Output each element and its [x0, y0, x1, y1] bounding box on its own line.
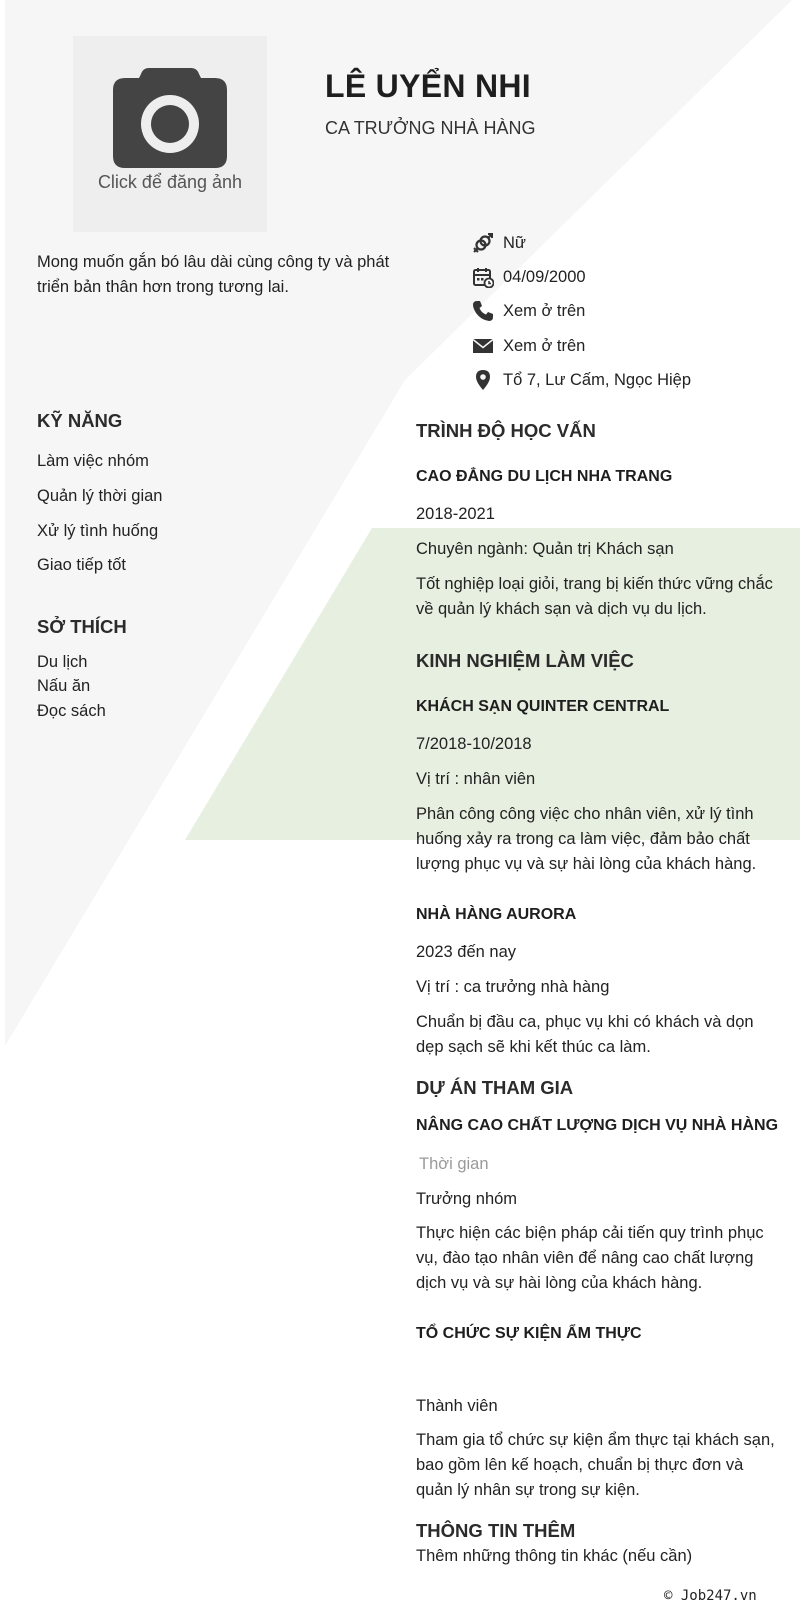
projects-heading: DỰ ÁN THAM GIA	[416, 1077, 574, 1098]
email-icon	[472, 335, 494, 357]
project-name: NÂNG CAO CHẤT LƯỢNG DỊCH VỤ NHÀ HÀNG	[416, 1117, 779, 1134]
footer-copyright: © Job247.vn	[664, 1588, 757, 1604]
project-description: Tham gia tổ chức sự kiện ẩm thực tại khách sạn, bao gồm lên kế hoạch, chuẩn bị thực đơn và quản lý nhân sự trong sự kiện.	[416, 1431, 775, 1499]
job-company: KHÁCH SẠN QUINTER CENTRAL	[416, 698, 670, 715]
email-value: Xem ở trên	[503, 337, 586, 355]
project-role: Trưởng nhóm	[416, 1190, 518, 1208]
project-description: Thực hiện các biện pháp cải tiến quy trình phục vụ, đào tạo nhân viên để nâng cao chất lượng dịch vụ và sự hài lòng của khách hàng.	[416, 1224, 764, 1292]
skill-item: Xử lý tình huống	[37, 522, 159, 540]
hobby-item: Nấu ăn	[37, 677, 91, 695]
education-major: Chuyên ngành: Quản trị Khách sạn	[416, 540, 674, 558]
experience-heading: KINH NGHIỆM LÀM VIỆC	[416, 650, 634, 671]
job-description: Phân công công việc cho nhân viên, xử lý tình huống xảy ra trong ca làm việc, đảm bảo chất lượng phục vụ và sự hài lòng của khách hàng.	[416, 805, 757, 873]
photo-upload[interactable]	[73, 36, 267, 232]
birthday-value: 04/09/2000	[503, 268, 586, 286]
gender-value: Nữ	[503, 234, 526, 252]
candidate-name: LÊ UYỂN NHI	[325, 68, 531, 104]
phone-value: Xem ở trên	[503, 302, 586, 320]
skill-item: Giao tiếp tốt	[37, 556, 126, 574]
education-description: Tốt nghiệp loại giỏi, trang bị kiến thức vững chắc về quản lý khách sạn và dịch vụ du lịch.	[416, 575, 773, 618]
skill-item: Quản lý thời gian	[37, 487, 163, 505]
gender-icon	[472, 232, 494, 254]
calendar-icon	[472, 266, 494, 288]
camera-icon	[111, 64, 229, 168]
career-objective: Mong muốn gắn bó lâu dài cùng công ty và phát triển bản thân hơn trong tương lai.	[37, 253, 390, 296]
job-position: Vị trí : ca trưởng nhà hàng	[416, 978, 610, 996]
job-position: Vị trí : nhân viên	[416, 770, 536, 788]
education-school: CAO ĐẲNG DU LỊCH NHA TRANG	[416, 468, 673, 485]
skills-heading: KỸ NĂNG	[37, 410, 123, 431]
additional-info-text: Thêm những thông tin khác (nếu cần)	[416, 1547, 693, 1565]
additional-info-heading: THÔNG TIN THÊM	[416, 1520, 576, 1541]
phone-icon	[472, 300, 494, 322]
project-time-placeholder[interactable]: Thời gian	[419, 1155, 489, 1173]
job-company: NHÀ HÀNG AURORA	[416, 906, 577, 923]
job-period: 2023 đến nay	[416, 943, 517, 961]
project-name: TỔ CHỨC SỰ KIỆN ẨM THỰC	[416, 1325, 642, 1342]
project-role: Thành viên	[416, 1397, 498, 1415]
skill-item: Làm việc nhóm	[37, 452, 149, 470]
job-period: 7/2018-10/2018	[416, 735, 532, 753]
education-heading: TRÌNH ĐỘ HỌC VẤN	[416, 420, 596, 441]
job-title: CA TRƯỞNG NHÀ HÀNG	[325, 118, 536, 138]
job-description: Chuẩn bị đầu ca, phục vụ khi có khách và dọn dẹp sạch sẽ khi kết thúc ca làm.	[416, 1013, 754, 1056]
address-value: Tổ 7, Lư Cấm, Ngọc Hiệp	[503, 371, 692, 389]
education-period: 2018-2021	[416, 505, 495, 523]
hobbies-heading: SỞ THÍCH	[37, 616, 127, 637]
hobby-item: Du lịch	[37, 653, 88, 671]
location-pin-icon	[472, 369, 494, 391]
photo-upload-label: Click để đăng ảnh	[97, 172, 243, 192]
hobby-item: Đọc sách	[37, 702, 106, 720]
